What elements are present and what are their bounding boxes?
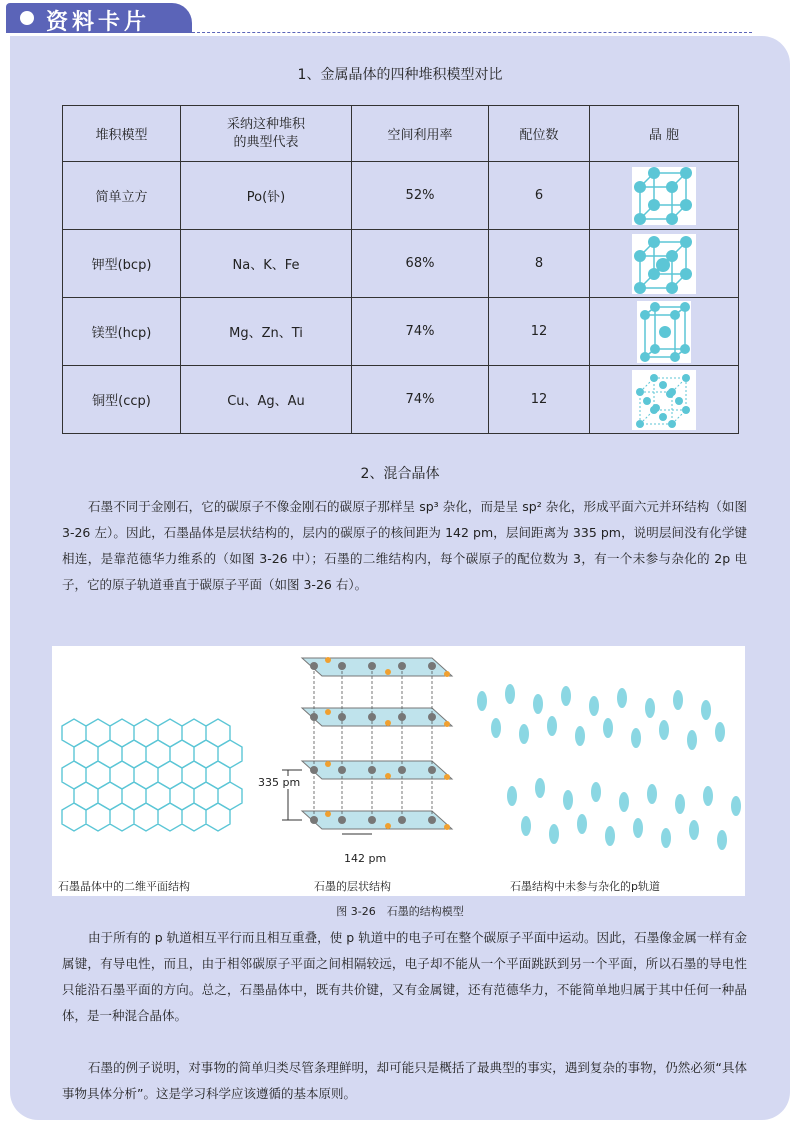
header-bar bbox=[0, 0, 800, 36]
utilization-cell: 74% bbox=[352, 366, 489, 434]
paragraph-graphite-bonding: 由于所有的 p 轨道相互平行而且相互重叠，使 p 轨道中的电子可在整个碳原子平面中运动。因此，石墨像金属一样有金属键，有导电性，而且，由于相邻碳原子平面之间相隔较远，电子却不能从一个平面跳跃到另一个平面，所以石墨的导电性只能沿石墨平面的方向。总之，石墨晶体中，既有共价键，又有金属键，还有范德华力，不能简单地归属于其中任何一种晶体，是一种混合晶体。 bbox=[62, 930, 747, 1023]
table-header: 晶 胞 bbox=[590, 106, 739, 162]
table-header: 堆积模型 bbox=[63, 106, 181, 162]
model-cell: 镁型(hcp) bbox=[63, 298, 181, 366]
bcc-cell-icon bbox=[632, 234, 696, 294]
table-row bbox=[63, 298, 739, 366]
table-header: 配位数 bbox=[489, 106, 590, 162]
coordination-cell: 8 bbox=[489, 230, 590, 298]
examples-cell: Na、K、Fe bbox=[181, 230, 352, 298]
p-orbital-diagram bbox=[477, 684, 741, 850]
coordination-cell: 12 bbox=[489, 366, 590, 434]
unit-cell bbox=[590, 230, 739, 298]
section1-title: 1、金属晶体的四种堆积模型对比 bbox=[297, 67, 503, 83]
graphite-figure bbox=[52, 646, 745, 896]
hexagonal-layer-diagram bbox=[62, 719, 242, 831]
unit-cell bbox=[590, 298, 739, 366]
model-cell: 简单立方 bbox=[63, 162, 181, 230]
figure-caption-middle: 石墨的层状结构 bbox=[314, 880, 391, 893]
table-row bbox=[63, 230, 739, 298]
comparison-table bbox=[62, 105, 739, 434]
header-tab bbox=[6, 3, 192, 33]
utilization-cell: 68% bbox=[352, 230, 489, 298]
paragraph-graphite-intro: 石墨不同于金刚石，它的碳原子不像金刚石的碳原子那样呈 sp³ 杂化，而是呈 sp² 杂化，形成平面六元并环结构（如图 3-26 左）。因此，石墨晶体是层状结构的，层内的碳原子的核间距为 142 pm，层间距离为 335 pm，说明层间没有化学键相连，是靠范德华力维系的（如图 3-26 中）；石墨的二维结构内，每个碳原子的配位数为 3，有一个未参与杂化的 2p 电子，它的原子轨道垂直于碳原子平面（如图 3-26 右）。 bbox=[62, 499, 747, 592]
table-header-row bbox=[63, 106, 739, 162]
table-row bbox=[63, 162, 739, 230]
examples-cell: Mg、Zn、Ti bbox=[181, 298, 352, 366]
unit-cell bbox=[590, 366, 739, 434]
coordination-cell: 6 bbox=[489, 162, 590, 230]
layered-structure-diagram bbox=[282, 657, 452, 834]
figure-caption-right: 石墨结构中未参与杂化的p轨道 bbox=[510, 880, 660, 893]
table-header: 采纳这种堆积 的典型代表 bbox=[181, 106, 352, 162]
paragraph-conclusion: 石墨的例子说明，对事物的简单归类尽管条理鲜明，却可能只是概括了最典型的事实，遇到复杂的事物，仍然必须“具体事物具体分析”。这是学习科学应该遵循的基本原则。 bbox=[62, 1060, 747, 1101]
header-title: 资料卡片 bbox=[46, 10, 151, 35]
table-row bbox=[63, 366, 739, 434]
utilization-cell: 52% bbox=[352, 162, 489, 230]
unit-cell bbox=[590, 162, 739, 230]
fcc-cell-icon bbox=[632, 370, 696, 430]
examples-cell: Cu、Ag、Au bbox=[181, 366, 352, 434]
figure-caption-left: 石墨晶体中的二维平面结构 bbox=[58, 880, 190, 893]
section2-title: 2、混合晶体 bbox=[360, 466, 440, 482]
coordination-cell: 12 bbox=[489, 298, 590, 366]
model-cell: 铜型(ccp) bbox=[63, 366, 181, 434]
hcp-cell-icon bbox=[637, 301, 691, 363]
table-header: 空间利用率 bbox=[352, 106, 489, 162]
header-divider bbox=[192, 32, 752, 33]
figure-title: 图 3-26 石墨的结构模型 bbox=[336, 905, 464, 918]
model-cell: 钾型(bcp) bbox=[63, 230, 181, 298]
utilization-cell: 74% bbox=[352, 298, 489, 366]
simple-cubic-cell-icon bbox=[632, 167, 696, 225]
bullet-icon bbox=[20, 11, 34, 25]
bond-length-label: 142 pm bbox=[344, 852, 387, 865]
graphite-structure-illustration bbox=[52, 646, 745, 896]
interlayer-distance-label: 335 pm bbox=[258, 776, 301, 789]
examples-cell: Po(钋) bbox=[181, 162, 352, 230]
